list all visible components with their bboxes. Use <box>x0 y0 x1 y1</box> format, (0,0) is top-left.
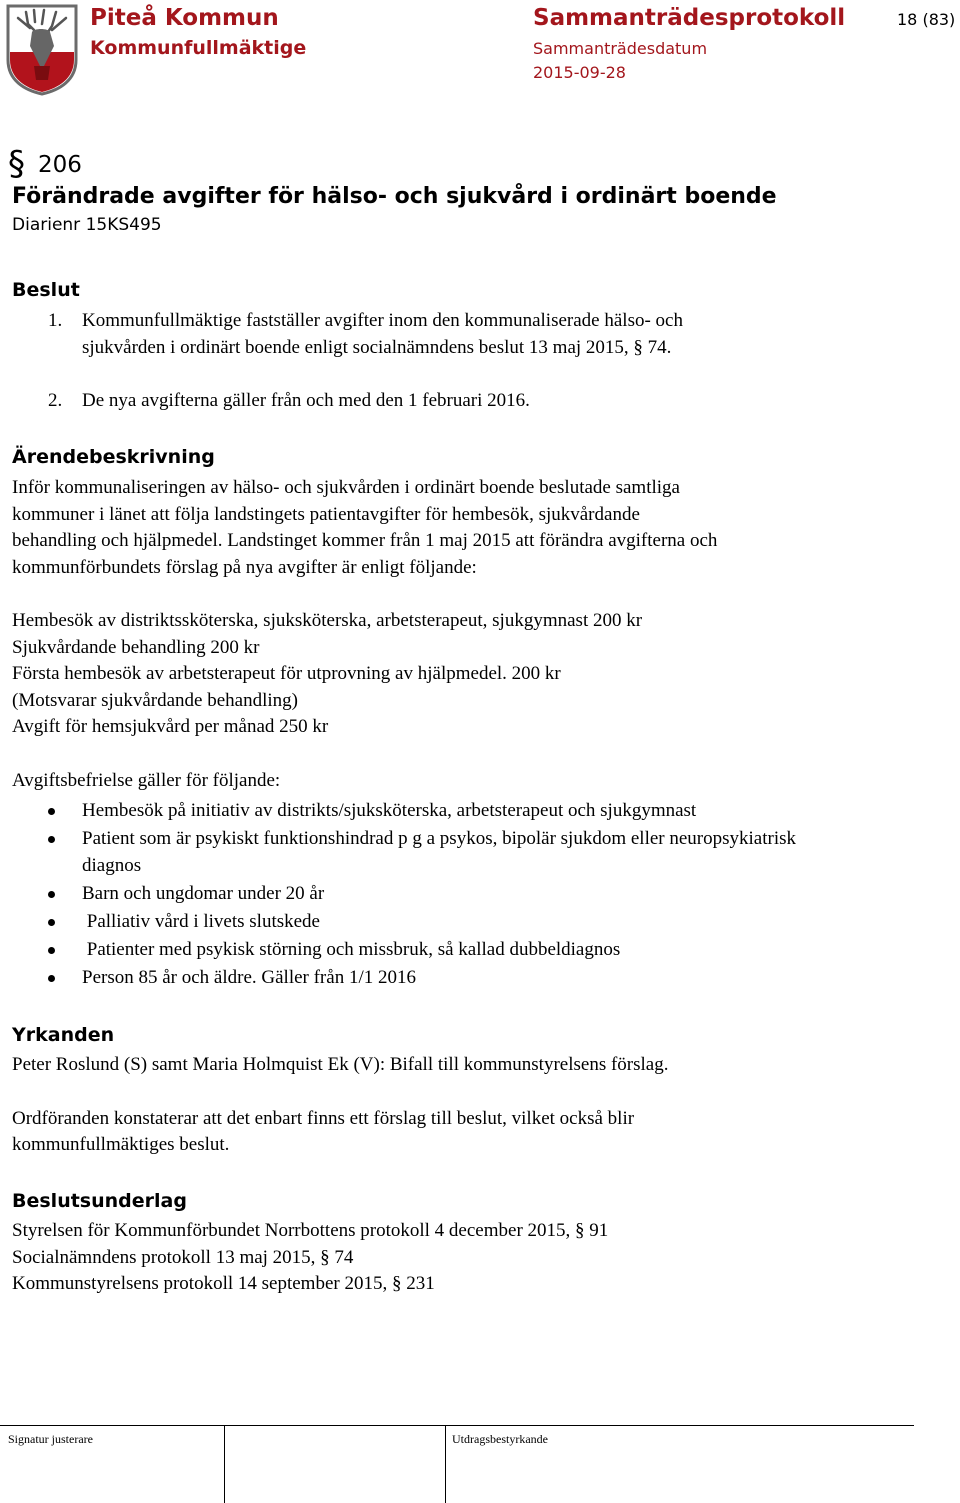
body-line: kommuner i länet att följa landstingets patientavgifter för hembesök, sjukvårdande <box>12 504 640 525</box>
fee-line: Sjukvårdande behandling 200 kr <box>12 637 260 658</box>
footer-divider <box>445 1425 446 1503</box>
body-line: behandling och hjälpmedel. Landstinget kommer från 1 maj 2015 att förändra avgifterna och <box>12 530 718 551</box>
date-label: Sammanträdesdatum <box>533 39 708 58</box>
list-item: Barn och ungdomar under 20 år <box>48 881 802 908</box>
beslut-item-line: Kommunfullmäktige fastställer avgifter inom den kommunaliserade hälso- och <box>82 310 683 331</box>
fee-line: Hembesök av distriktssköterska, sjuksköterska, arbetsterapeut, sjukgymnast 200 kr <box>12 610 643 631</box>
extract-label: Utdragsbestyrkande <box>452 1432 548 1446</box>
document-title: Sammanträdesprotokoll <box>533 5 846 31</box>
paragraph-number: 206 <box>38 152 82 178</box>
fee-line: (Motsvarar sjukvårdande behandling) <box>12 690 298 711</box>
reindeer-coat-of-arms-icon <box>4 2 80 96</box>
underlag-heading: Beslutsunderlag <box>12 1190 187 1212</box>
beslut-item-number: 2. <box>48 390 63 411</box>
footer-rule <box>0 1425 914 1426</box>
exempt-heading: Avgiftsbefrielse gäller för följande: <box>12 770 281 791</box>
beslut-item-line: sjukvården i ordinärt boende enligt socialnämndens beslut 13 maj 2015, § 74. <box>82 337 672 358</box>
bullet-icon <box>48 975 55 982</box>
fee-line: Första hembesök av arbetsterapeut för utprovning av hjälpmedel. 200 kr <box>12 663 561 684</box>
org-name: Piteå Kommun <box>90 5 279 31</box>
body-line: kommunförbundets förslag på nya avgifter är enligt följande: <box>12 557 477 578</box>
arende-heading: Ärendebeskrivning <box>12 446 215 468</box>
list-item: Hembesök på initiativ av distrikts/sjuksköterska, arbetsterapeut och sjukgymnast <box>48 798 802 825</box>
bullet-icon <box>48 836 55 843</box>
beslut-item-number: 1. <box>48 310 63 331</box>
underlag-line: Kommunstyrelsens protokoll 14 september 2015, § 231 <box>12 1273 435 1294</box>
list-item: Palliativ vård i livets slutskede <box>48 909 802 936</box>
list-item: Patient som är psykiskt funktionshindrad p g a psykos, bipolär sjukdom eller neuropsykiatrisk diagnos <box>48 826 802 879</box>
page-number: 18 (83) <box>897 10 956 29</box>
ordforande-line: Ordföranden konstaterar att det enbart finns ett förslag till beslut, vilket också blir <box>12 1108 635 1129</box>
paragraph-symbol: § <box>8 144 25 184</box>
footer-divider <box>224 1425 225 1503</box>
bullet-icon <box>48 947 55 954</box>
exempt-list <box>48 798 802 991</box>
list-item: Person 85 år och äldre. Gäller från 1/1 2016 <box>48 965 802 992</box>
yrkande-line: Peter Roslund (S) samt Maria Holmquist Ek (V): Bifall till kommunstyrelsens förslag. <box>12 1054 669 1075</box>
bullet-icon <box>48 808 55 815</box>
underlag-line: Socialnämndens protokoll 13 maj 2015, § 74 <box>12 1247 354 1268</box>
section-title: Förändrade avgifter för hälso- och sjukvård i ordinärt boende <box>12 184 777 209</box>
signature-label: Signatur justerare <box>8 1432 93 1446</box>
fee-line: Avgift för hemsjukvård per månad 250 kr <box>12 716 329 737</box>
diary-number: Diarienr 15KS495 <box>12 215 162 235</box>
body-line: Inför kommunaliseringen av hälso- och sjukvården i ordinärt boende beslutade samtliga <box>12 477 680 498</box>
bullet-icon <box>48 891 55 898</box>
bullet-icon <box>48 919 55 926</box>
underlag-line: Styrelsen för Kommunförbundet Norrbottens protokoll 4 december 2015, § 91 <box>12 1220 609 1241</box>
ordforande-line: kommunfullmäktiges beslut. <box>12 1134 230 1155</box>
beslut-item-line: De nya avgifterna gäller från och med den 1 februari 2016. <box>82 390 530 411</box>
beslut-heading: Beslut <box>12 279 80 301</box>
org-subtitle: Kommunfullmäktige <box>90 37 307 59</box>
meeting-date: 2015-09-28 <box>533 63 626 82</box>
yrkanden-heading: Yrkanden <box>12 1024 115 1046</box>
list-item: Patienter med psykisk störning och missbruk, så kallad dubbeldiagnos <box>48 937 802 964</box>
